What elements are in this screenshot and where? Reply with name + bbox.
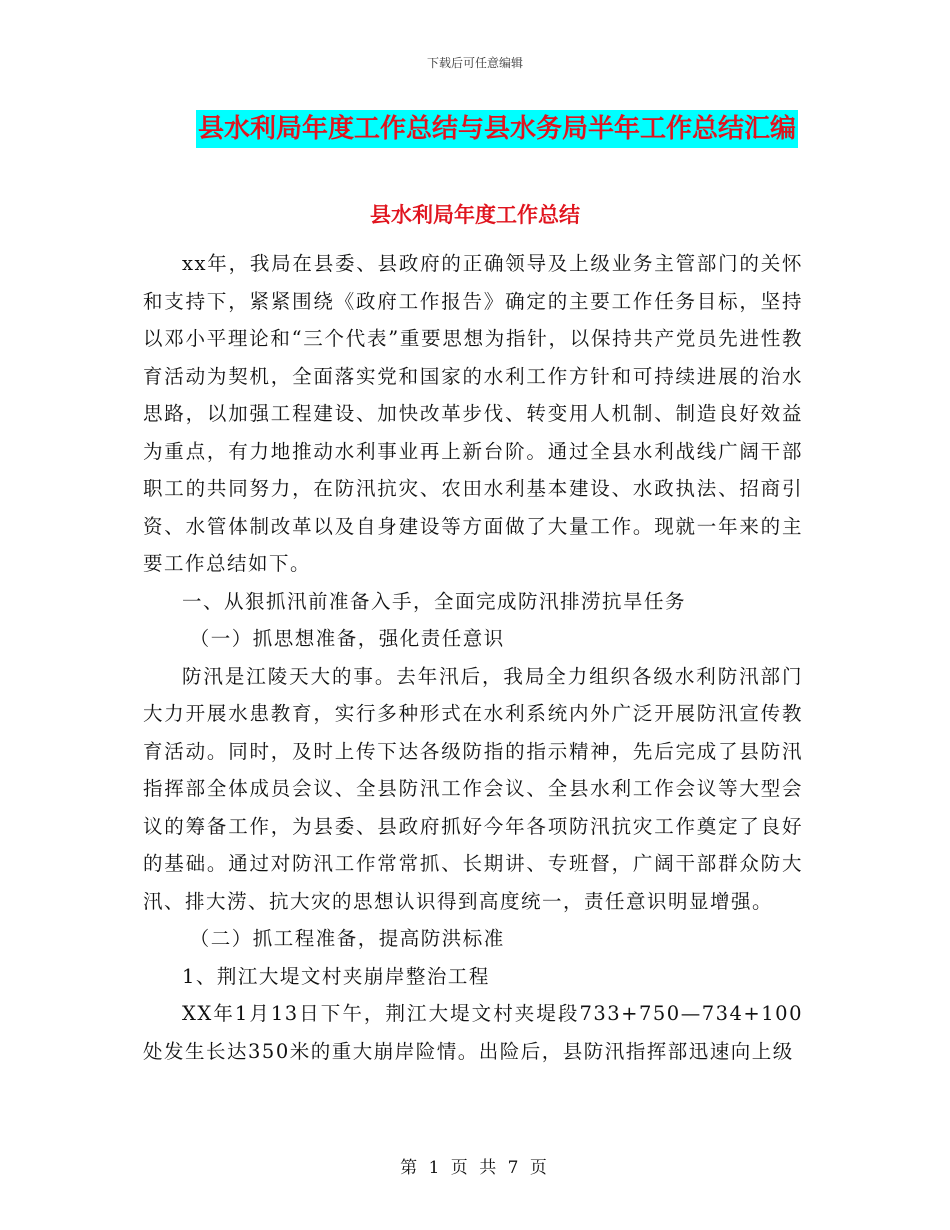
paragraph: 防汛是江陵天大的事。去年汛后，我局全力组织各级水利防汛部门大力开展水患教育，实行多种形式在水利系统内外广泛开展防汛宣传教育活动。同时，及时上传下达各级防指的指示精神，先后完成了县防汛指挥部全体成员会议、全县防汛工作会议、全县水利工作会议等大型会议的筹备工作，为县委、县政府抓好今年各项防汛抗灾工作奠定了良好的基础。通过对防汛工作常常抓、长期讲、专班督，广阔干部群众防大汛、排大涝、抗大灾的思想认识得到高度统一，责任意识明显增强。 (143, 664, 803, 913)
paragraph-intro: xx年，我局在县委、县政府的正确领导及上级业务主管部门的关怀和支持下，紧紧围绕《政府工作报告》确定的主要工作任务目标，坚持以邓小平理论和“三个代表”重要思想为指针，以保持共产党员先进性教育活动为契机，全面落实党和国家的水利工作方针和可持续进展的治水思路，以加强工程建设、加快改革步伐、转变用人机制、制造良好效益为重点，有力地推动水利事业再上新台阶。通过全县水利战线广阔干部职工的共同努力，在防汛抗灾、农田水利基本建设、水政执法、招商引资、水管体制改革以及自身建设等方面做了大量工作。现就一年来的主要工作总结如下。 (143, 252, 803, 575)
sub-title: 县水利局年度工作总结 (370, 203, 580, 227)
subsection-heading: （一）抓思想准备，强化责任意识 (189, 627, 505, 650)
page-number-footer: 第 1 页 共 7 页 (400, 1158, 550, 1178)
document-body (143, 245, 803, 1070)
item-heading: 1、荆江大堤文村夹崩岸整治工程 (182, 964, 490, 988)
main-title-container (0, 110, 950, 148)
subsection-heading: （二）抓工程准备，提高防洪标准 (189, 927, 505, 950)
paragraph: XX年1月13日下午，荆江大堤文村夹堤段733+750—734+100处发生长达350米的重大崩岸险情。出险后，县防汛指挥部迅速向上级 (143, 1002, 803, 1063)
section-heading: 一、从狠抓汛前准备入手，全面完成防汛排涝抗旱任务 (182, 589, 687, 613)
header-note: 下载后可任意编辑 (426, 56, 523, 70)
main-title: 县水利局年度工作总结与县水务局半年工作总结汇编 (196, 110, 798, 148)
